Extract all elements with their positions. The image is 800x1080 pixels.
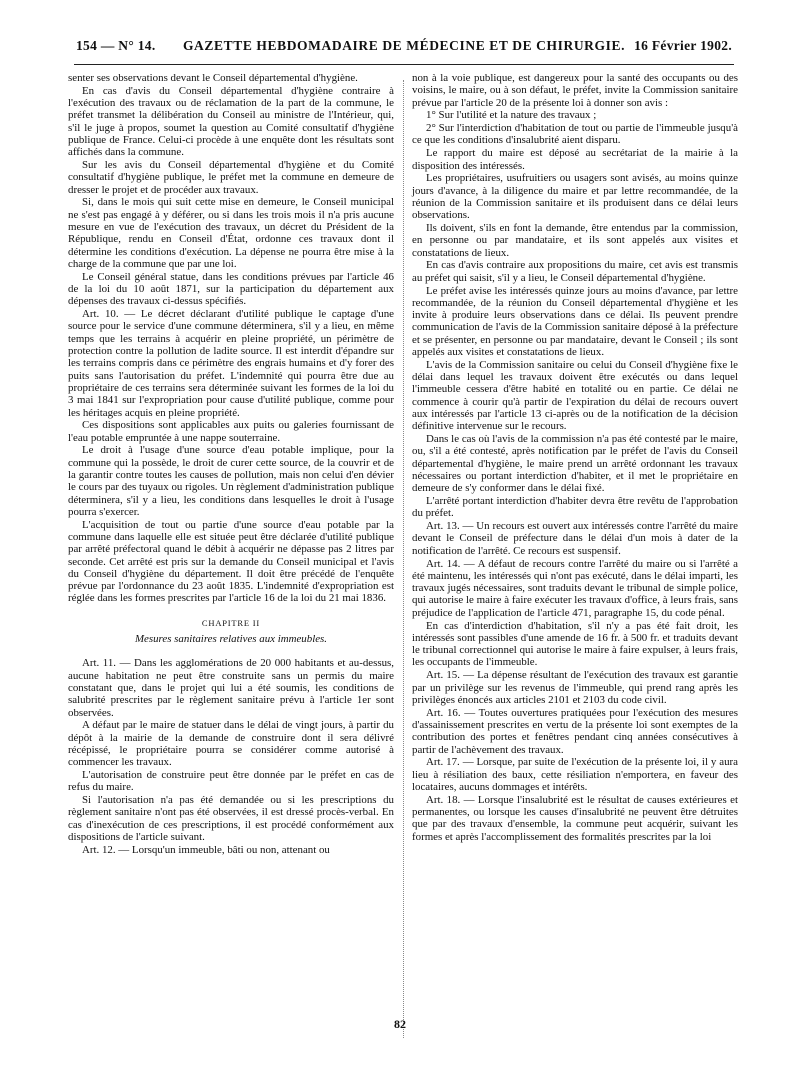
column-divider bbox=[403, 80, 404, 1038]
paragraph: L'avis de la Commission sanitaire ou celui du Conseil d'hygiène fixe le délai dans lequel les travaux doivent être exécutés ou dans lequel l'immeuble cessera d'être habité en totalité ou en partie. Ce délai ne commence à courir qu'à partir de l'expiration du délai de recours ouvert aux intéressés par l'article 13 ci-après ou de la notification de la décision définitive intervenue sur le recours. bbox=[412, 358, 738, 433]
page-issue-number: 154 — N° 14. bbox=[76, 38, 156, 53]
paragraph: non à la voie publique, est dangereux pour la santé des occupants ou des voisins, le maire, ou à son défaut, le préfet, invite la Commission sanitaire prévue par l'article 20 de la présente loi à donner son avis : bbox=[412, 72, 738, 109]
paragraph: En cas d'interdiction d'habitation, s'il n'y a pas été fait droit, les intéressés sont passibles d'une amende de 16 fr. à 500 fr. et traduits devant le tribunal correctionnel qui autorise le maire à faire expulser, à leurs frais, les occupants de l'immeuble. bbox=[412, 619, 738, 669]
paragraph: Art. 16. — Toutes ouvertures pratiquées pour l'exécution des mesures d'assainissement prescrites en vertu de la présente loi sont exemptes de la contribution des portes et fenêtres pendant cinq années consécutives à partir de l'achèvement des travaux. bbox=[412, 706, 738, 756]
paragraph: 1° Sur l'utilité et la nature des travaux ; bbox=[426, 109, 597, 122]
paragraph: Le Conseil général statue, dans les conditions prévues par l'article 46 de la loi du 10 août 1871, sur la participation du département aux dépenses des travaux ci-dessus spécifiés. bbox=[68, 270, 394, 308]
paragraph: Art. 11. — Dans les agglomérations de 20 000 habitants et au-dessus, aucune habitation ne peut être construite sans un permis du maire constatant que, dans le projet qui lui a été soumis, les conditions de salubrité prescrites par le règlement sanitaire prévu à l'article 1er sont observées. bbox=[68, 657, 394, 719]
paragraph: Art. 18. — Lorsque l'insalubrité est le résultat de causes extérieures et permanentes, ou lorsque les causes d'insalubrité ne peuvent être détruites que par des travaux d'ensemble, la commune peut acquérir, suivant les formes et après l'accomplissement des formalités prescrites par la loi bbox=[412, 793, 738, 843]
paragraph: Le préfet avise les intéressés quinze jours au moins d'avance, par lettre recommandée, de la réunion du Conseil départemental d'hygiène et les invite à produire leurs observations dans ce délai. Ils peuvent prendre communication de l'avis de la Commission sanitaire déposé à la préfecture et se présenter, en personne ou par mandataire, devant le Conseil ; ils sont appelés aux visites et constatations de lieux. bbox=[412, 284, 738, 359]
paragraph: Art. 10. — Le décret déclarant d'utilité publique le captage d'une source pour le service d'une commune déterminera, s'il y a lieu, en même temps que les terrains à acquérir en pleine propriété, un périmètre de protection contre la pollution de ladite source. Il est interdit d'épandre sur les terrains compris dans ce périmètre des engrais humains et d'y forer des puits sans l'autorisation du préfet. L'indemnité qui pourra être due au propriétaire de ces terrains sera déterminée suivant les formes de la loi du 3 mai 1841 sur l'expropriation pour cause d'utilité publique, comme pour les héritages acquis en pleine propriété. bbox=[68, 308, 394, 419]
paragraph: Les propriétaires, usufruitiers ou usagers sont avisés, au moins quinze jours d'avance, à la diligence du maire et par lettre recommandée, de la réunion de la Commission sanitaire et ils produisent dans ce délai leurs observations. bbox=[412, 172, 738, 222]
paragraph: En cas d'avis du Conseil départemental d'hygiène contraire à l'exécution des travaux ou de réclamation de la part de la commune, le préfet transmet la délibération du Conseil au ministre de l'Intérieur, qui, s'il le juge à propos, soumet la question au Comité consultatif d'hygiène publique de France. Celui-ci procède à une enquête dont les résultats sont affichés dans la commune. bbox=[68, 84, 394, 159]
right-column bbox=[412, 72, 738, 843]
paragraph: senter ses observations devant le Conseil départemental d'hygiène. bbox=[68, 72, 358, 84]
paragraph: A défaut par le maire de statuer dans le délai de vingt jours, à partir du dépôt à la mairie de la demande de construire dont il sera délivré récépissé, le propriétaire pourra se considérer comme autorisé à commencer les travaux. bbox=[68, 719, 394, 769]
paragraph: 2° Sur l'interdiction d'habitation de tout ou partie de l'immeuble jusqu'à ce que les conditions d'insalubrité aient disparu. bbox=[412, 122, 738, 147]
left-column bbox=[68, 72, 394, 857]
paragraph: Si l'autorisation n'a pas été demandée ou si les prescriptions du règlement sanitaire n'ont pas été observées, il est dressé procès-verbal. En cas d'inexécution de ces prescriptions, il est procédé conformément aux dispositions de l'article suivant. bbox=[68, 794, 394, 844]
chapter-label: CHAPITRE II bbox=[201, 617, 261, 628]
paragraph: Art. 17. — Lorsque, par suite de l'exécution de la présente loi, il y aura lieu à résiliation des baux, cette résiliation n'emportera, en faveur des locataires, aucuns dommages et intérêts. bbox=[412, 756, 738, 793]
chapter-title: Mesures sanitaires relatives aux immeubles. bbox=[134, 633, 328, 646]
paragraph: Art. 15. — La dépense résultant de l'exécution des travaux est garantie par un privilège sur les revenus de l'immeuble, qui prend rang après les privilèges énoncés aux articles 2101 et 2103 du code civil. bbox=[412, 669, 738, 706]
page-number: 82 bbox=[394, 1017, 406, 1031]
paragraph: Ils doivent, s'ils en font la demande, être entendus par la commission, en personne ou par mandataire, et ils sont appelés aux visites et constatations de lieux. bbox=[412, 222, 738, 259]
paragraph: Si, dans le mois qui suit cette mise en demeure, le Conseil municipal ne s'est pas engagé à y déférer, ou si dans les trois mois il n'a pris aucune mesure en vue de l'exécution des travaux, un décret du Président de la République, rendu en Conseil d'État, ordonne ces travaux dont il détermine les conditions d'exécution. La dépense ne pourra être mise à la charge de la commune que par une loi. bbox=[68, 196, 394, 270]
paragraph: L'autorisation de construire peut être donnée par le préfet en cas de refus du maire. bbox=[68, 769, 394, 794]
paragraph: En cas d'avis contraire aux propositions du maire, cet avis est transmis au préfet qui saisit, s'il y a lieu, le Conseil départemental d'hygiène. bbox=[412, 259, 738, 284]
journal-title: GAZETTE HEBDOMADAIRE DE MÉDECINE ET DE CHIRURGIE. bbox=[182, 38, 626, 53]
paragraph: Art. 14. — A défaut de recours contre l'arrêté du maire ou si l'arrêté a été maintenu, les intéressés qui n'ont pas exécuté, dans le délai imparti, les travaux jugés nécessaires, sont traduits devant le tribunal de simple police, qui autorise le maire à faire exécuter les travaux d'office, à leurs frais, sans préjudice de l'application de l'article 471, paragraphe 15, du code pénal. bbox=[412, 557, 738, 619]
paragraph: Ces dispositions sont applicables aux puits ou galeries fournissant de l'eau potable empruntée à une nappe souterraine. bbox=[68, 419, 394, 444]
paragraph: Dans le cas où l'avis de la commission n'a pas été contesté par le maire, ou, s'il a été contesté, après notification par le préfet de l'avis du Conseil départemental d'hygiène, le maire prend un arrêté ordonnant les travaux nécessaires ou portant interdiction d'habiter, et il met le propriétaire en demeure de s'y conformer dans le délai fixé. bbox=[412, 433, 738, 495]
paragraph: Art. 13. — Un recours est ouvert aux intéressés contre l'arrêté du maire devant le Conseil de préfecture dans le délai d'un mois à dater de la notification de l'arrêté. Ce recours est suspensif. bbox=[412, 520, 738, 557]
paragraph: L'arrêté portant interdiction d'habiter devra être revêtu de l'approbation du préfet. bbox=[412, 495, 738, 520]
paragraph: Sur les avis du Conseil départemental d'hygiène et du Comité consultatif d'hygiène publique, le préfet met la commune en demeure de dresser le projet et de procéder aux travaux. bbox=[68, 159, 394, 196]
paragraph: Art. 12. — Lorsqu'un immeuble, bâti ou non, attenant ou bbox=[82, 843, 330, 856]
paragraph: L'acquisition de tout ou partie d'une source d'eau potable par la commune dans laquelle elle est située peut être déclarée d'utilité publique par arrêté préfectoral quand le débit à acquérir ne dépasse pas 2 litres par seconde. Cet arrêté est pris sur la demande du Conseil municipal et l'avis du Conseil d'hygiène du département. Il doit être précédé de l'enquête prévue par l'ordonnance du 23 août 1835. L'indemnité d'expropriation est réglée dans les formes prescrites par l'article 16 de la loi du 21 mai 1836. bbox=[68, 518, 394, 605]
page-header bbox=[76, 38, 732, 60]
paragraph: Le rapport du maire est déposé au secrétariat de la mairie à la disposition des intéressés. bbox=[412, 147, 738, 172]
paragraph: Le droit à l'usage d'une source d'eau potable implique, pour la commune qui la possède, le droit de curer cette source, de la couvrir et de la garantir contre toutes les causes de pollution, mais non celui d'en dévier le cours par des tuyaux ou rigoles. Un règlement d'administration publique déterminera, s'il y a lieu, les conditions dans lesquelles le droit à l'usage pourra s'exercer. bbox=[68, 444, 394, 518]
issue-date: 16 Février 1902. bbox=[634, 38, 732, 53]
header-rule bbox=[74, 64, 734, 65]
